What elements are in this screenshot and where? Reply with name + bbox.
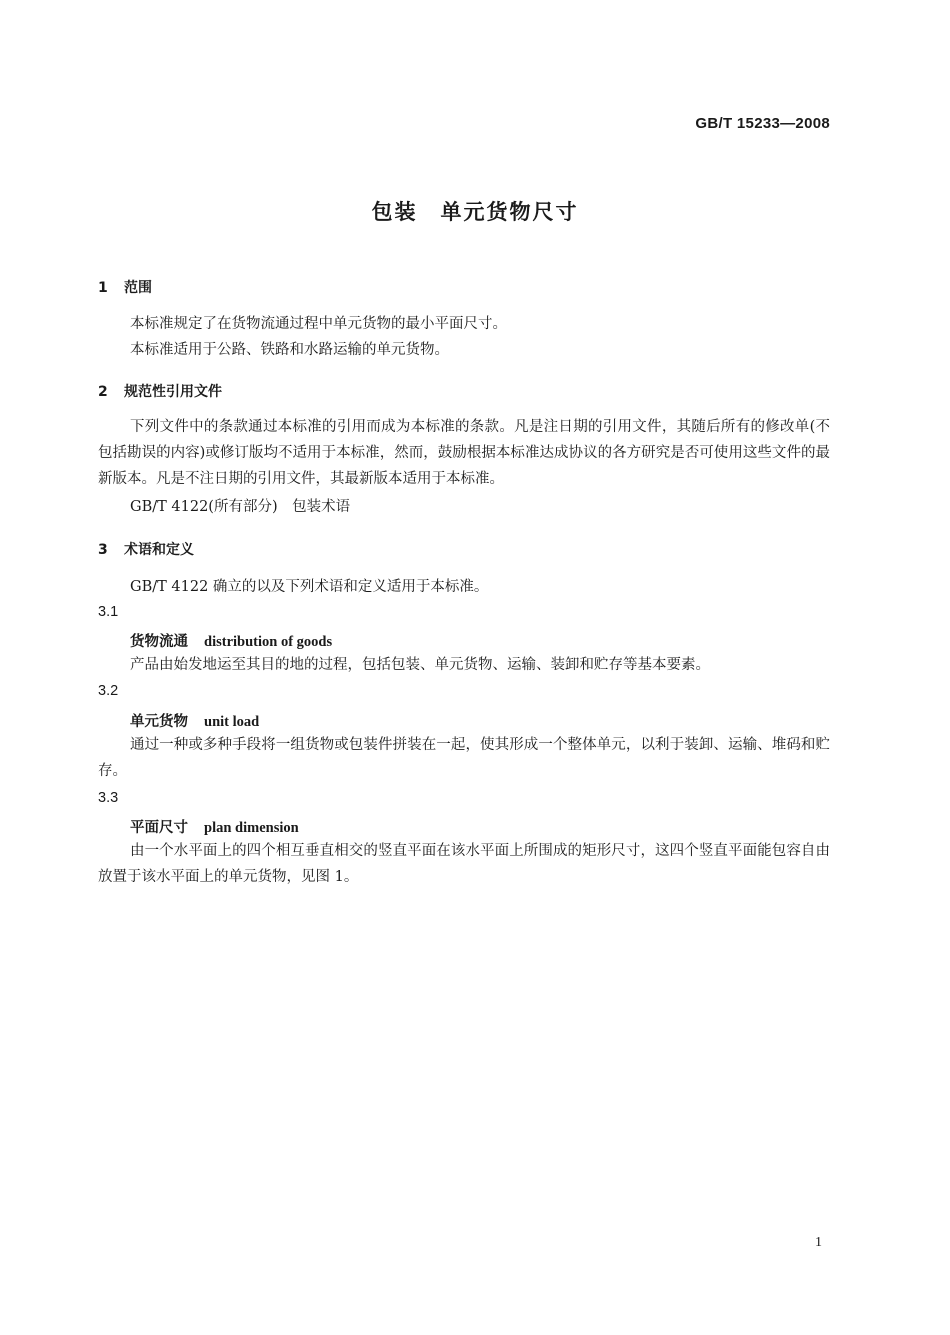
section-1-heading [98, 277, 152, 297]
term-heading [130, 710, 259, 731]
section-1-line-1: 本标准规定了在货物流通过程中单元货物的最小平面尺寸。 [130, 316, 507, 332]
section-3-heading [98, 539, 194, 559]
section-1-line-2: 本标准适用于公路、铁路和水路运输的单元货物。 [130, 342, 449, 358]
section-2-paragraph: 下列文件中的条款通过本标准的引用而成为本标准的条款。凡是注日期的引用文件，其随后所有的修改单(不包括勘误的内容)或修订版均不适用于本标准，然而，鼓励根据本标准达成协议的各方研究是否可使用这些文件的最新版本。凡是不注日期的引用文件，其最新版本适用于本标准。 [98, 419, 830, 487]
term-heading [130, 630, 332, 651]
term-chinese: 单元货物 [130, 714, 188, 730]
term-english: plan dimension [204, 820, 299, 836]
term-chinese: 货物流通 [130, 634, 188, 650]
term-english: unit load [204, 714, 260, 730]
term-english: distribution of goods [204, 634, 333, 650]
term-number: 3.2 [98, 683, 119, 699]
section-3-intro: GB/T 4122 确立的以及下列术语和定义适用于本标准。 [130, 579, 489, 595]
section-title: 术语和定义 [124, 542, 194, 558]
page-number: 1 [815, 1235, 822, 1250]
term-definition: 通过一种或多种手段将一组货物或包装件拼装在一起，使其形成一个整体单元，以利于装卸、运输、堆码和贮存。 [98, 737, 830, 779]
standard-code: GB/T 15233—2008 [695, 115, 830, 132]
document-title: 包装 单元货物尺寸 [371, 200, 579, 224]
section-title: 范围 [124, 280, 152, 296]
section-title: 规范性引用文件 [124, 384, 222, 400]
reference-entry: GB/T 4122(所有部分) 包装术语 [130, 499, 351, 515]
section-number: 2 [98, 384, 108, 400]
section-2-heading [98, 381, 222, 401]
term-heading [130, 816, 299, 837]
term-definition: 产品由始发地运至其目的地的过程，包括包装、单元货物、运输、装卸和贮存等基本要素。 [130, 657, 710, 673]
section-number: 1 [98, 280, 108, 296]
term-number: 3.1 [98, 604, 119, 620]
term-definition: 由一个水平面上的四个相互垂直相交的竖直平面在该水平面上所围成的矩形尺寸，这四个竖直平面能包容自由放置于该水平面上的单元货物，见图 1。 [98, 843, 830, 885]
term-number: 3.3 [98, 790, 119, 806]
term-chinese: 平面尺寸 [130, 820, 188, 836]
section-number: 3 [98, 542, 108, 558]
